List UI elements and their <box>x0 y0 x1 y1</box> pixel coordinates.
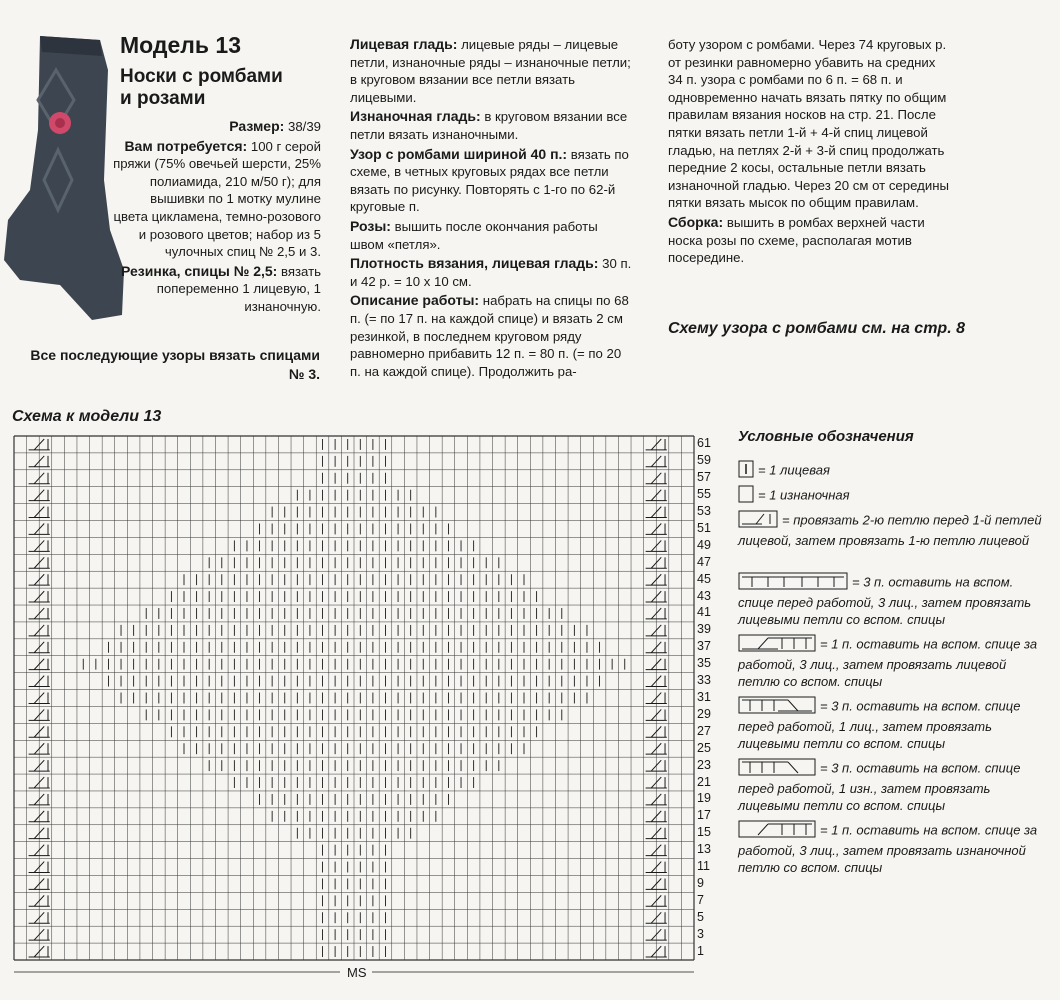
description-continued: боту узором с ромбами. Через 74 круговых р. от резинки равномерно убавить на средних 34 п. узора с ромбами по 6 п. = 68 п. и одновременно начать вязать пятку по общим правилам вязания носков на стр. 21. После пятки вязать петли 1-й + 4-й спиц лицевой гладью, на петлях 2-й + 3-й спиц продолжать передние 2 косы, остальные петли вязать изнаночной гладью. Через 20 см от середины пятки вязать мысок по общим правилам. <box>668 37 949 211</box>
row-number: 51 <box>697 520 711 535</box>
row-number: 21 <box>697 774 711 789</box>
row-number: 15 <box>697 825 711 840</box>
row-number: 37 <box>697 639 711 654</box>
legend-item <box>738 820 1050 876</box>
reverse-text: в круговом вязании все петли вязать изнаночными. <box>350 109 628 142</box>
row-number: 29 <box>697 706 711 721</box>
legend-text: = 1 лицевая <box>758 462 830 478</box>
materials-text: 100 г серой пряжи (75% овечьей шерсти, 25% полиамида, 210 м/50 г); для вышивки по 1 мотку мулине цвета цикламена, темно-розового и розового цветов; набор из 5 чулочных спиц № 2,5 и 3. <box>113 138 321 260</box>
legend-title: Условные обозначения <box>738 428 914 445</box>
rhombus-text: вязать по схеме, в четных круговых рядах все петли вязать по рисунку. Повторять с 1-го по 62-й круговые п. <box>350 146 629 215</box>
row-number: 55 <box>697 487 711 502</box>
legend-item <box>738 510 1050 549</box>
cross-2-icon <box>738 510 778 532</box>
row-number: 19 <box>697 791 711 806</box>
stockinette-text: лицевые ряды – лицевые петли, изнаночные ряды – изнаночные петли; в круговом вязании все петли вязать лицевыми. <box>350 37 631 105</box>
assembly-label: Сборка: <box>668 213 724 230</box>
right-cross-1x3-purl-icon <box>738 820 816 842</box>
row-number: 33 <box>697 673 711 688</box>
row-number: 35 <box>697 656 711 671</box>
row-number: 27 <box>697 723 711 738</box>
legend-item <box>738 696 1050 752</box>
rib-label: Резинка, спицы № 2,5: <box>121 262 278 279</box>
row-number: 49 <box>697 537 711 552</box>
row-number: 61 <box>697 436 711 451</box>
legend-item <box>738 634 1050 690</box>
cable-3x3-icon <box>738 572 848 594</box>
rib-text: вязать попеременно 1 лицевую, 1 изнаночную. <box>156 263 321 314</box>
instructions-column-3 <box>668 36 952 269</box>
left-cross-3x1-purl-icon <box>738 758 816 780</box>
rhombus-label: Узор с ромбами шириной 40 п.: <box>350 145 568 162</box>
reverse-label: Изнаночная гладь: <box>350 108 481 125</box>
knit-icon <box>738 460 754 482</box>
materials-label: Вам потребуется: <box>124 137 248 154</box>
row-number: 13 <box>697 842 711 857</box>
density-text: 30 п. и 42 р. = 10 х 10 см. <box>350 256 632 289</box>
row-number: 39 <box>697 622 711 637</box>
row-number: 17 <box>697 808 711 823</box>
legend-item <box>738 460 1050 482</box>
row-number: 1 <box>697 943 704 958</box>
row-number: 59 <box>697 453 711 468</box>
legend-item <box>738 572 1050 628</box>
stockinette-label: Лицевая гладь: <box>350 36 458 52</box>
legend-text: = 1 п. оставить на вспом. спице за работой, 3 лиц., затем провязать изнаночной петлю со вспом. спицы <box>738 822 1038 875</box>
row-number: 45 <box>697 571 711 586</box>
row-number: 3 <box>697 926 704 941</box>
row-number: 23 <box>697 757 711 772</box>
row-number: 47 <box>697 554 711 569</box>
right-cross-1x3-knit-icon <box>738 634 816 656</box>
all-patterns-note: Все последующие узоры вязать спицами № 3. <box>30 347 320 382</box>
assembly-text: вышить в ромбах верхней части носка розы по схеме, располагая мотив посередине. <box>668 214 925 266</box>
row-number: 5 <box>697 909 704 924</box>
description-text: набрать на спицы по 68 п. (= по 17 п. на каждой спице) и вязать 2 см резинкой, в последнем круговом ряду равномерно прибавить 12 п. = 80 п. (= по 20 п. на каждой спице). Продолжить ра- <box>350 293 629 379</box>
legend-item <box>738 485 1050 507</box>
legend-text: = 1 п. оставить на вспом. спице за работой, 3 лиц., затем провязать лицевой петлю со вспом. спицы <box>738 636 1038 689</box>
chart-grid <box>14 436 694 960</box>
legend-text: = 3 п. оставить на вспом. спице перед работой, 1 лиц., затем провязать лицевыми петли со вспом. спицы <box>738 698 1021 751</box>
row-number: 43 <box>697 588 711 603</box>
density-label: Плотность вязания, лицевая гладь: <box>350 255 599 272</box>
chart-title: Схема к модели 13 <box>12 408 162 425</box>
row-number: 41 <box>697 605 711 620</box>
row-number: 25 <box>697 740 711 755</box>
left-cross-3x1-knit-icon <box>738 696 816 718</box>
model-title: Модель 13 <box>120 32 242 58</box>
row-number: 7 <box>697 892 704 907</box>
legend-item <box>738 758 1050 814</box>
roses-label: Розы: <box>350 217 391 234</box>
row-number: 31 <box>697 690 711 704</box>
size-label: Размер: <box>229 118 285 134</box>
ms-label: MS <box>344 965 370 980</box>
row-number: 53 <box>697 504 711 519</box>
row-number: 57 <box>697 470 711 485</box>
purl-icon <box>738 485 754 507</box>
legend-text: = 3 п. оставить на вспом. спице перед работой, 3 лиц., затем провязать лицевыми петли со вспом. спицы <box>738 574 1032 627</box>
row-number: 9 <box>697 875 704 890</box>
chart-reference: Схему узора с ромбами см. на стр. 8 <box>668 320 965 337</box>
description-label: Описание работы: <box>350 292 480 309</box>
row-number: 11 <box>697 859 710 874</box>
model-subtitle: Носки с ромбами и розами <box>120 66 283 109</box>
roses-text: вышить после окончания работы швом «петля». <box>350 218 598 252</box>
size-value: 38/39 <box>287 119 321 134</box>
legend-text: = 3 п. оставить на вспом. спице перед работой, 1 изн., затем провязать лицевыми петли со вспом. спицы <box>738 760 1021 813</box>
legend-text: = провязать 2-ю петлю перед 1-й петлей лицевой, затем провязать 1-ю петлю лицевой <box>738 512 1042 548</box>
legend-text: = 1 изнаночная <box>758 487 850 503</box>
